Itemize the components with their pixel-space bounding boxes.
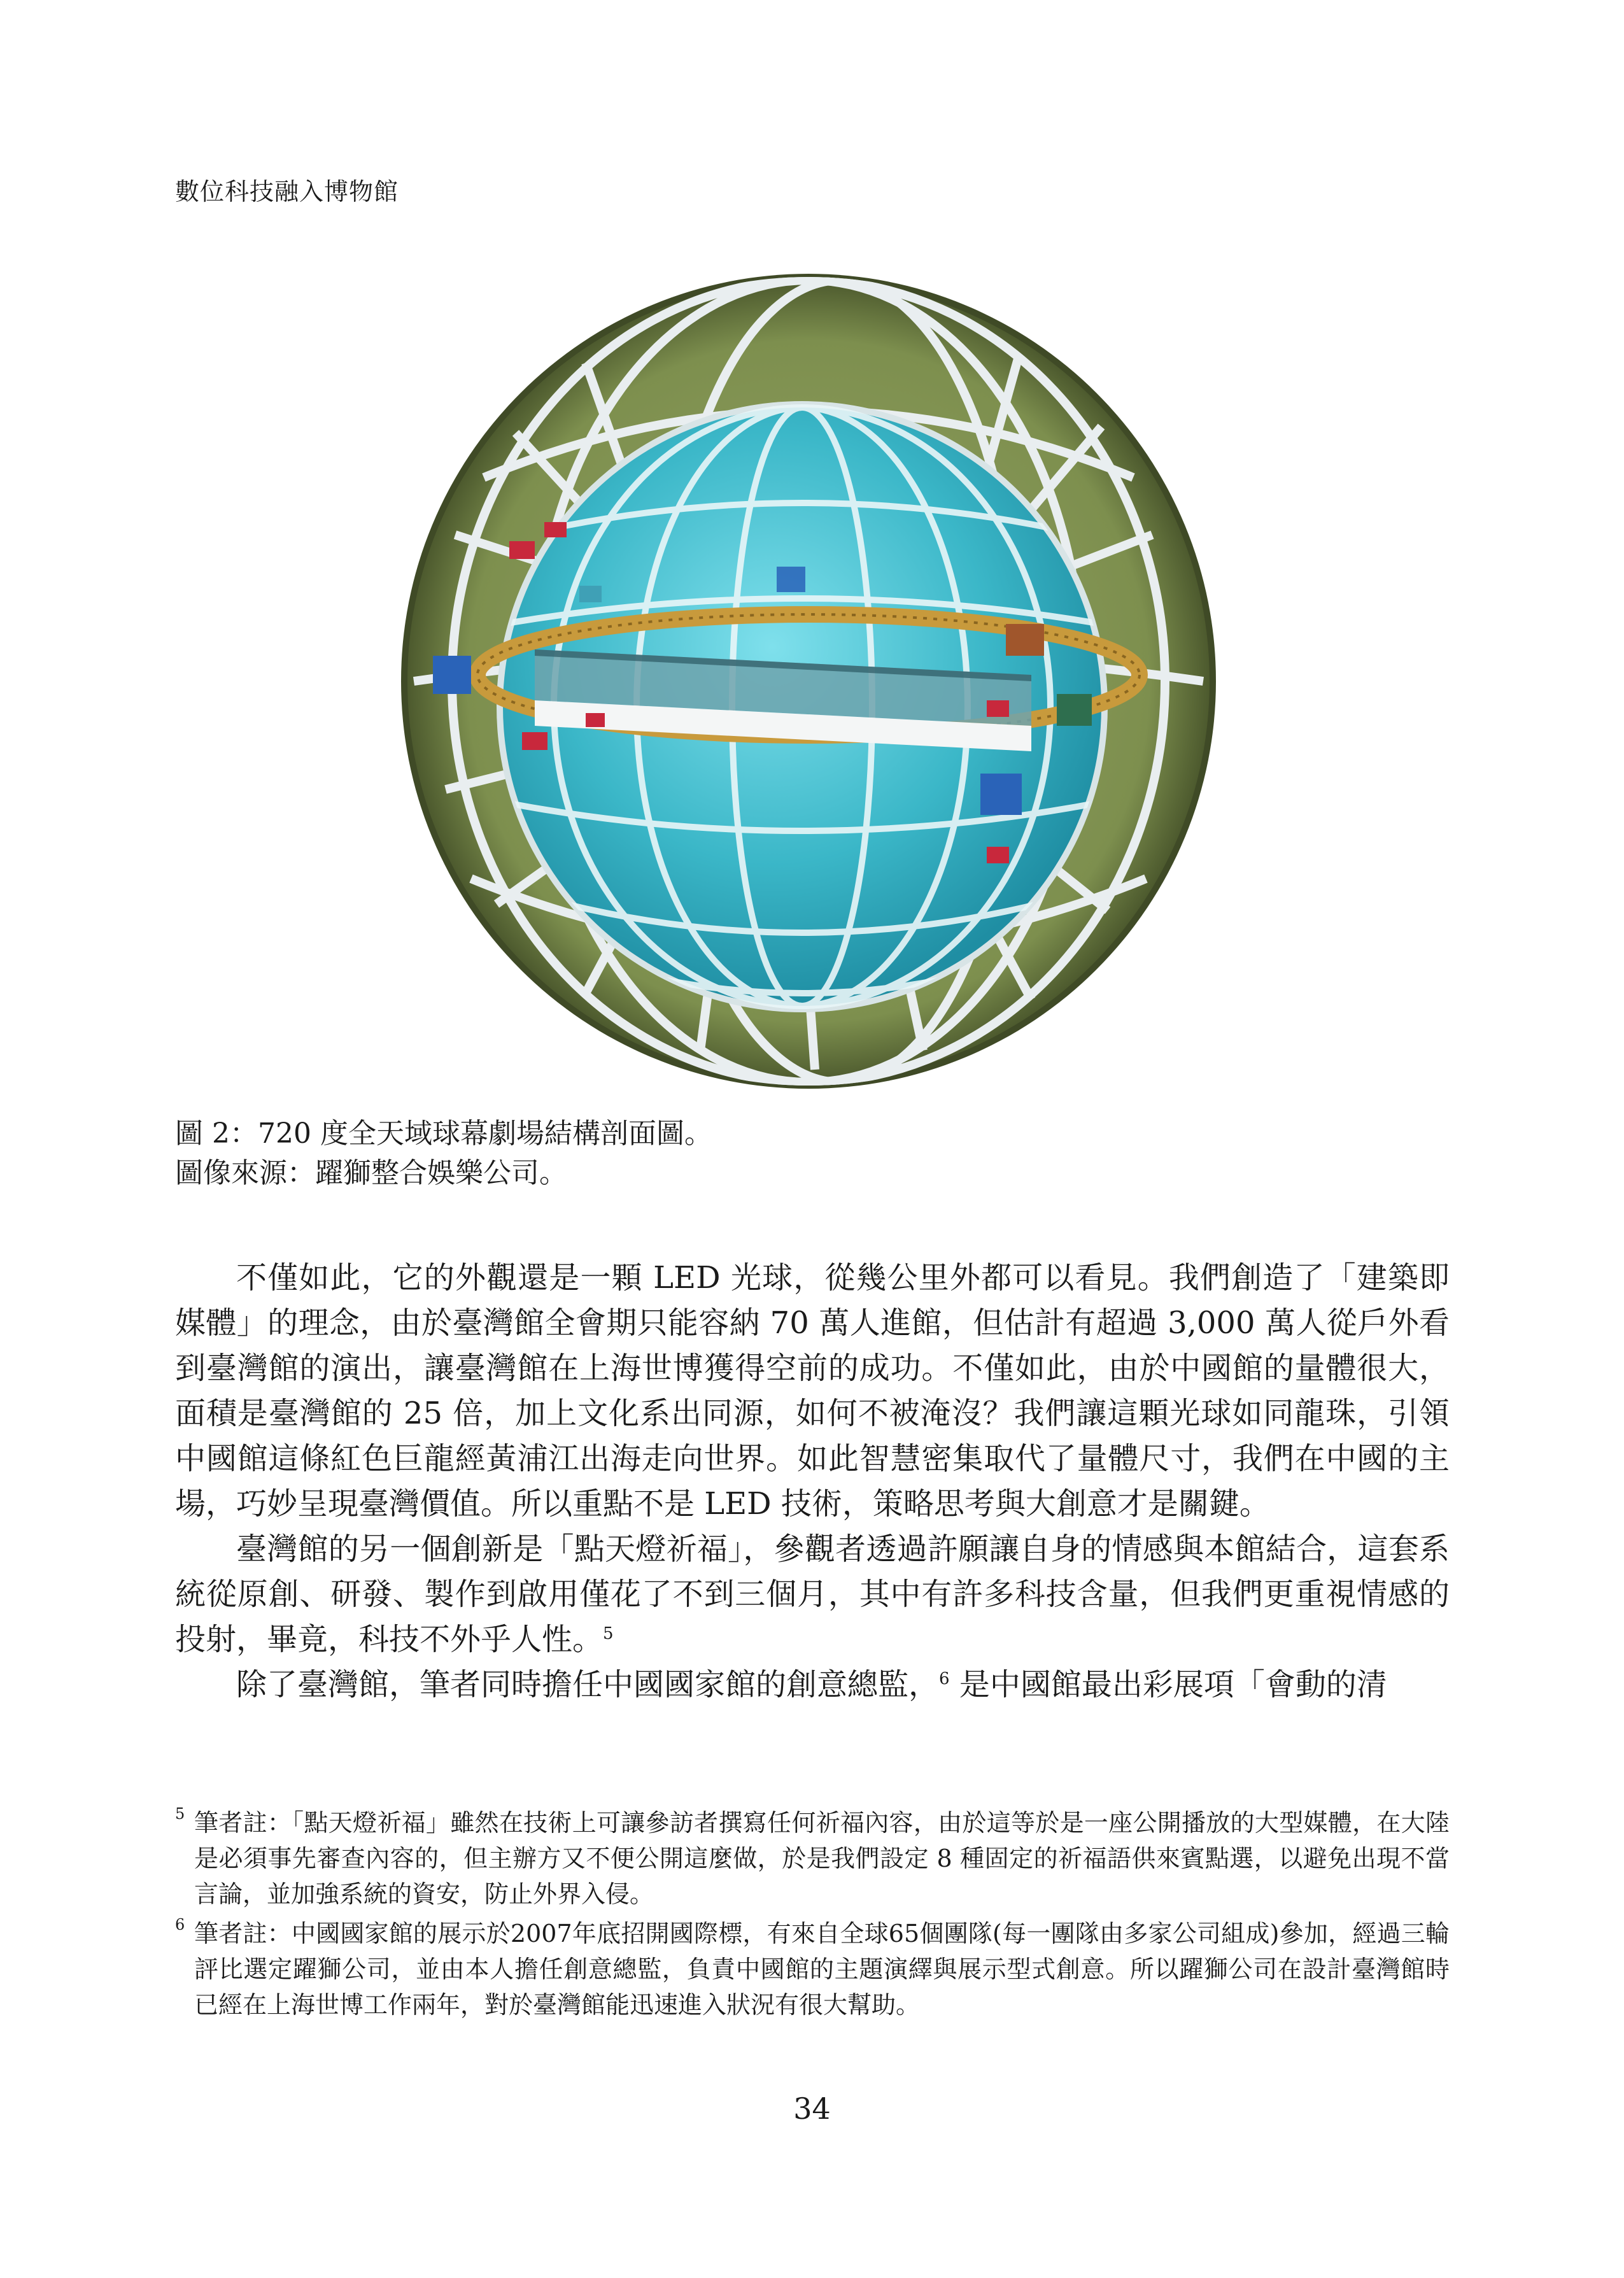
- projector: [987, 700, 1009, 717]
- footnote-ref-5[interactable]: 5: [603, 1624, 614, 1643]
- paragraph-3-text: 除了臺灣館，筆者同時擔任中國國家館的創意總監，: [236, 1667, 940, 1702]
- footnote-text: 筆者註：中國國家館的展示於2007年底招開國際標，有來自全球65個團隊(每一團隊由多家公司組成)參加，經過三輪評比選定躍獅公司，並由本人擔任創意總監，負責中國館的主題演繹與展示型式創意。所以躍獅公司在設計臺灣館時已經在上海世博工作兩年，對於臺灣館能迅速進入狀況有很大幫助。: [194, 1920, 1450, 2019]
- footnote-number: 6: [175, 1916, 185, 1934]
- dome-structure-illustration: [395, 267, 1222, 1095]
- figure-caption: [175, 1114, 712, 1193]
- footnote-number: 5: [175, 1805, 185, 1823]
- equipment-box: [1057, 694, 1092, 726]
- body-text: [175, 1256, 1450, 1708]
- paragraph-2-text: 臺灣館的另一個創新是「點天燈祈福」，參觀者透過許願讓自身的情感與本館結合，這套系統從原創、研發、製作到啟用僅花了不到三個月，其中有許多科技含量，但我們更重視情感的投射，畢竟，科技不外乎人性。: [175, 1531, 1450, 1657]
- projector: [579, 586, 602, 602]
- caption-title: 圖 2：720 度全天域球幕劇場結構剖面圖。: [175, 1117, 712, 1150]
- paragraph-3-text-cont: 是中國館最出彩展項「會動的清: [949, 1667, 1387, 1702]
- paragraph-1-text: 不僅如此，它的外觀還是一顆 LED 光球，從幾公里外都可以看見。我們創造了「建築即媒體」的理念，由於臺灣館全會期只能容納 70 萬人進館，但估計有超過 3,000 萬人從戶外看到臺灣館的演出，讓臺灣館在上海世博獲得空前的成功。不僅如此，由於中國館的量體很大，面積是臺灣館的 25 倍，加上文化系出同源，如何不被淹沒？我們讓這顆光球如同龍珠，引領中國館這條紅色巨龍經黃浦江出海走向世界。如此智慧密集取代了量體尺寸，我們在中國的主場，巧妙呈現臺灣價值。所以重點不是 LED 技術，策略思考與大創意才是關鍵。: [175, 1260, 1450, 1522]
- projector: [544, 522, 567, 537]
- projector: [509, 541, 535, 559]
- equipment-box: [1006, 624, 1044, 656]
- page-number: 34: [793, 2091, 831, 2126]
- footnote-text: 筆者註：「點天燈祈福」雖然在技術上可讓參訪者撰寫任何祈福內容，由於這等於是一座公開播放的大型媒體，在大陸是必須事先審查內容的，但主辦方又不便公開這麼做，於是我們設定 8 種固定的祈福語供來賓點選，以避免出現不當言論，並加強系統的資安，防止外界入侵。: [194, 1809, 1450, 1908]
- running-header: 數位科技融入博物館: [175, 178, 399, 206]
- paragraph-2: [175, 1527, 1450, 1662]
- footnote-5: [175, 1805, 1450, 1912]
- speaker-box: [433, 656, 471, 694]
- projector: [987, 847, 1009, 863]
- dome-theater-section-figure: [395, 267, 1222, 1095]
- paragraph-1: [175, 1256, 1450, 1527]
- projector: [522, 732, 547, 750]
- footnote-ref-6[interactable]: 6: [939, 1669, 950, 1688]
- speaker-box: [777, 567, 805, 592]
- caption-source: 圖像來源：躍獅整合娛樂公司。: [175, 1157, 567, 1189]
- projector: [586, 713, 605, 727]
- footnotes: [175, 1805, 1450, 2027]
- speaker-box: [980, 774, 1022, 815]
- paragraph-3: [175, 1662, 1450, 1708]
- footnote-6: [175, 1916, 1450, 2023]
